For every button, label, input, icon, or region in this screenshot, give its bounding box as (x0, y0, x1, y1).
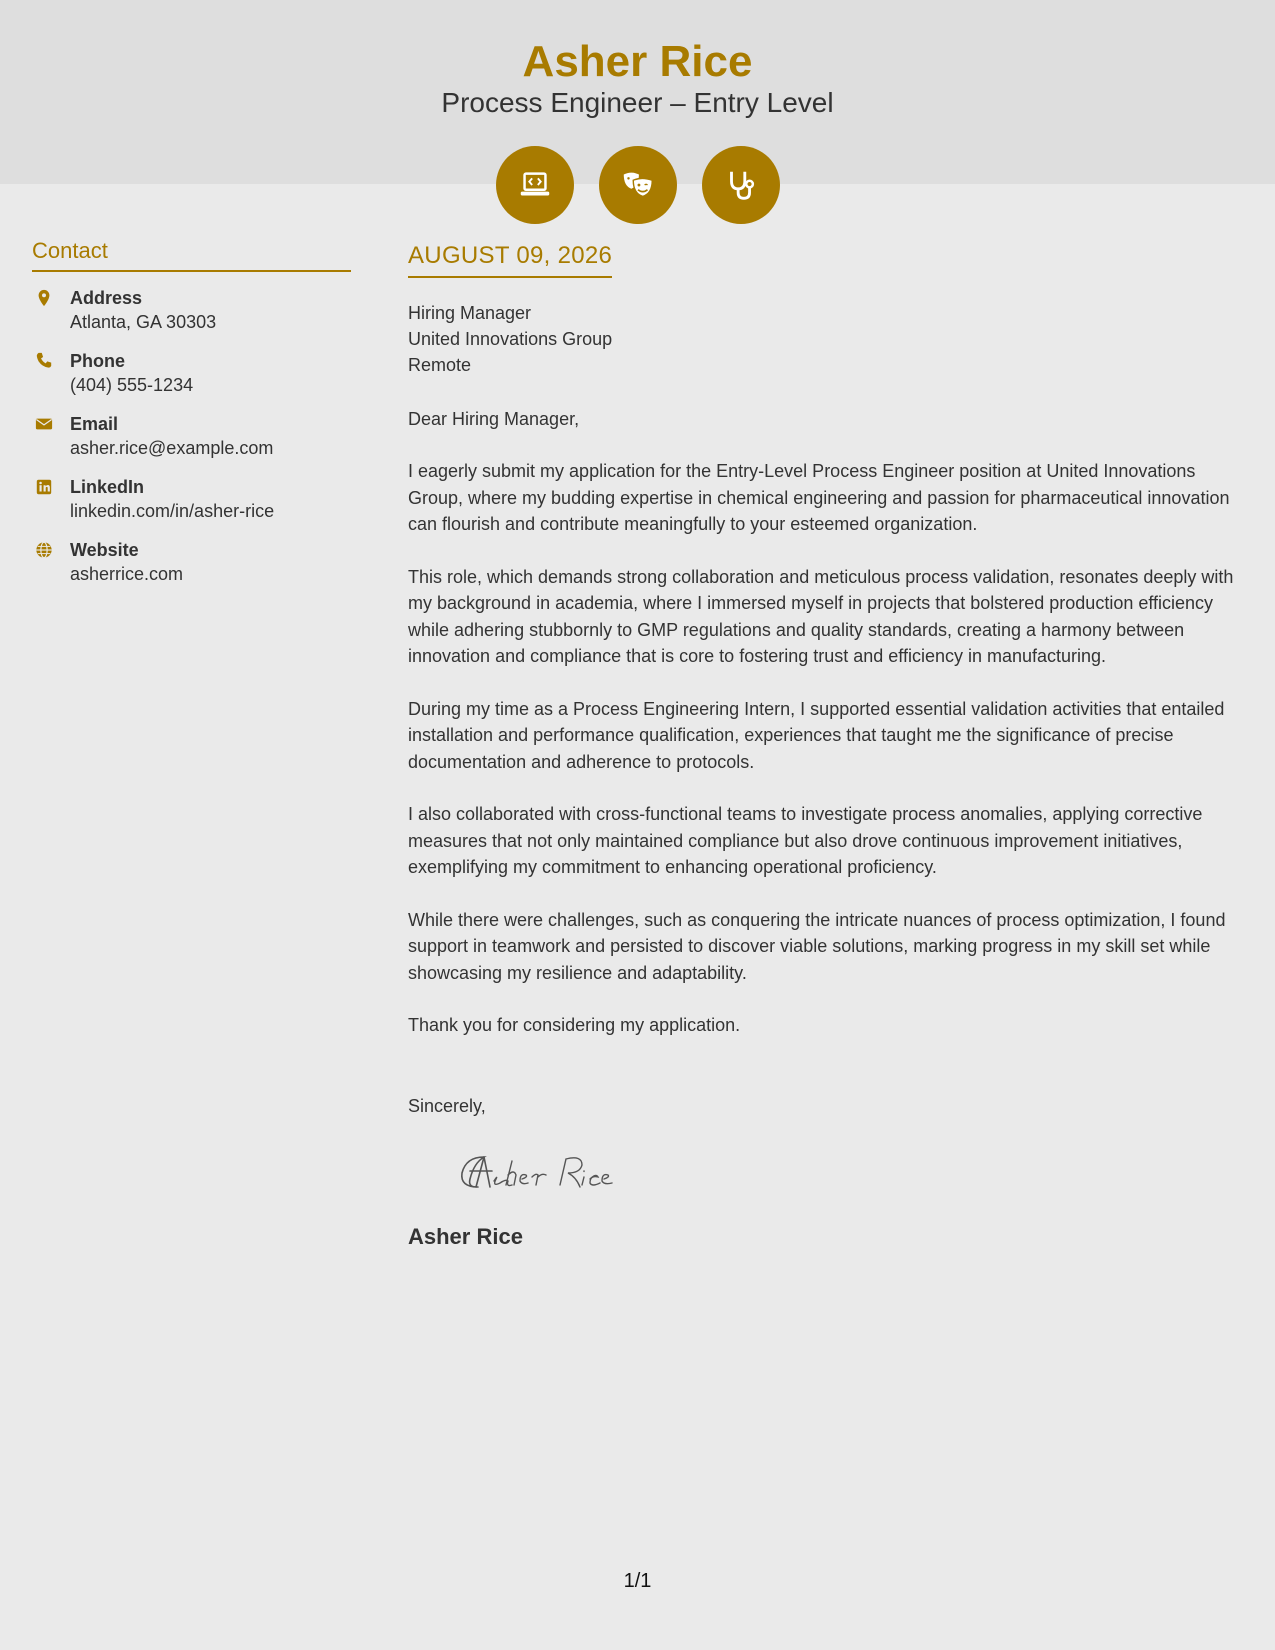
job-title: Process Engineer – Entry Level (441, 87, 834, 118)
salutation: Dear Hiring Manager, (408, 409, 580, 429)
interest-icons (496, 146, 780, 224)
signed-name: Asher Rice (408, 1223, 523, 1249)
address-label: Address (70, 288, 143, 308)
globe-icon (32, 538, 70, 587)
paragraph: I also collaborated with cross-functional teams to investigate process anomalies, applying corrective measures that not only maintained compliance but also drove continuous improvement initiatives, exemplifying my commitment to enhancing operational proficiency. (408, 804, 1203, 877)
address-value: Atlanta, GA 30303 (70, 312, 217, 332)
email-value[interactable]: asher.rice@example.com (70, 438, 274, 458)
envelope-icon (32, 412, 70, 461)
website-label: Website (70, 540, 139, 560)
phone-label: Phone (70, 351, 126, 371)
recipient-name: Hiring Manager (408, 303, 532, 323)
contact-item-address (32, 286, 351, 335)
contact-item-phone (32, 349, 351, 398)
linkedin-icon (32, 475, 70, 524)
map-pin-icon (32, 286, 70, 335)
letter-body (408, 240, 1248, 1250)
contact-heading: Contact (32, 236, 351, 272)
contact-item-website (32, 538, 351, 587)
recipient-block (408, 300, 1248, 378)
contact-sidebar (32, 236, 351, 587)
contact-item-linkedin (32, 475, 351, 524)
paragraph: During my time as a Process Engineering Intern, I supported essential validation activities that entailed installation and performance qualification, experiences that taught me the significance of precise documentation and adherence to protocols. (408, 698, 1225, 772)
closing: Sincerely, (408, 1095, 486, 1116)
stethoscope-icon (702, 146, 780, 224)
recipient-location: Remote (408, 355, 472, 375)
recipient-company: United Innovations Group (408, 329, 613, 349)
email-label: Email (70, 414, 119, 434)
phone-icon (32, 349, 70, 398)
letter-date: AUGUST 09, 2026 (408, 240, 612, 278)
applicant-name: Asher Rice (522, 37, 753, 86)
theater-masks-icon (599, 146, 677, 224)
linkedin-value[interactable]: linkedin.com/in/asher-rice (70, 501, 275, 521)
handwritten-signature (448, 1147, 638, 1199)
linkedin-label: LinkedIn (70, 477, 145, 497)
paragraph: While there were challenges, such as conquering the intricate nuances of process optimization, I found support in teamwork and persisted to discover viable solutions, marking progress in my skill set while showcasing my resilience and adaptability. (408, 909, 1226, 983)
paragraph: I eagerly submit my application for the Entry-Level Process Engineer position at United Innovations Group, where my budding expertise in chemical engineering and passion for pharmaceutical innovation can flourish and contribute meaningfully to your esteemed organization. (408, 461, 1230, 534)
website-value[interactable]: asherrice.com (70, 564, 184, 584)
laptop-code-icon (496, 146, 574, 224)
paragraph: This role, which demands strong collaboration and meticulous process validation, resonates deeply with my background in academia, where I immersed myself in projects that bolstered production efficiency while adhering stubbornly to GMP regulations and quality standards, creating a harmony between innovation and compliance that is core to fostering trust and efficiency in manufacturing. (408, 566, 1234, 666)
page-number: 1/1 (623, 1570, 652, 1592)
phone-value[interactable]: (404) 555-1234 (70, 375, 194, 395)
paragraph: Thank you for considering my application. (408, 1015, 741, 1035)
contact-item-email (32, 412, 351, 461)
